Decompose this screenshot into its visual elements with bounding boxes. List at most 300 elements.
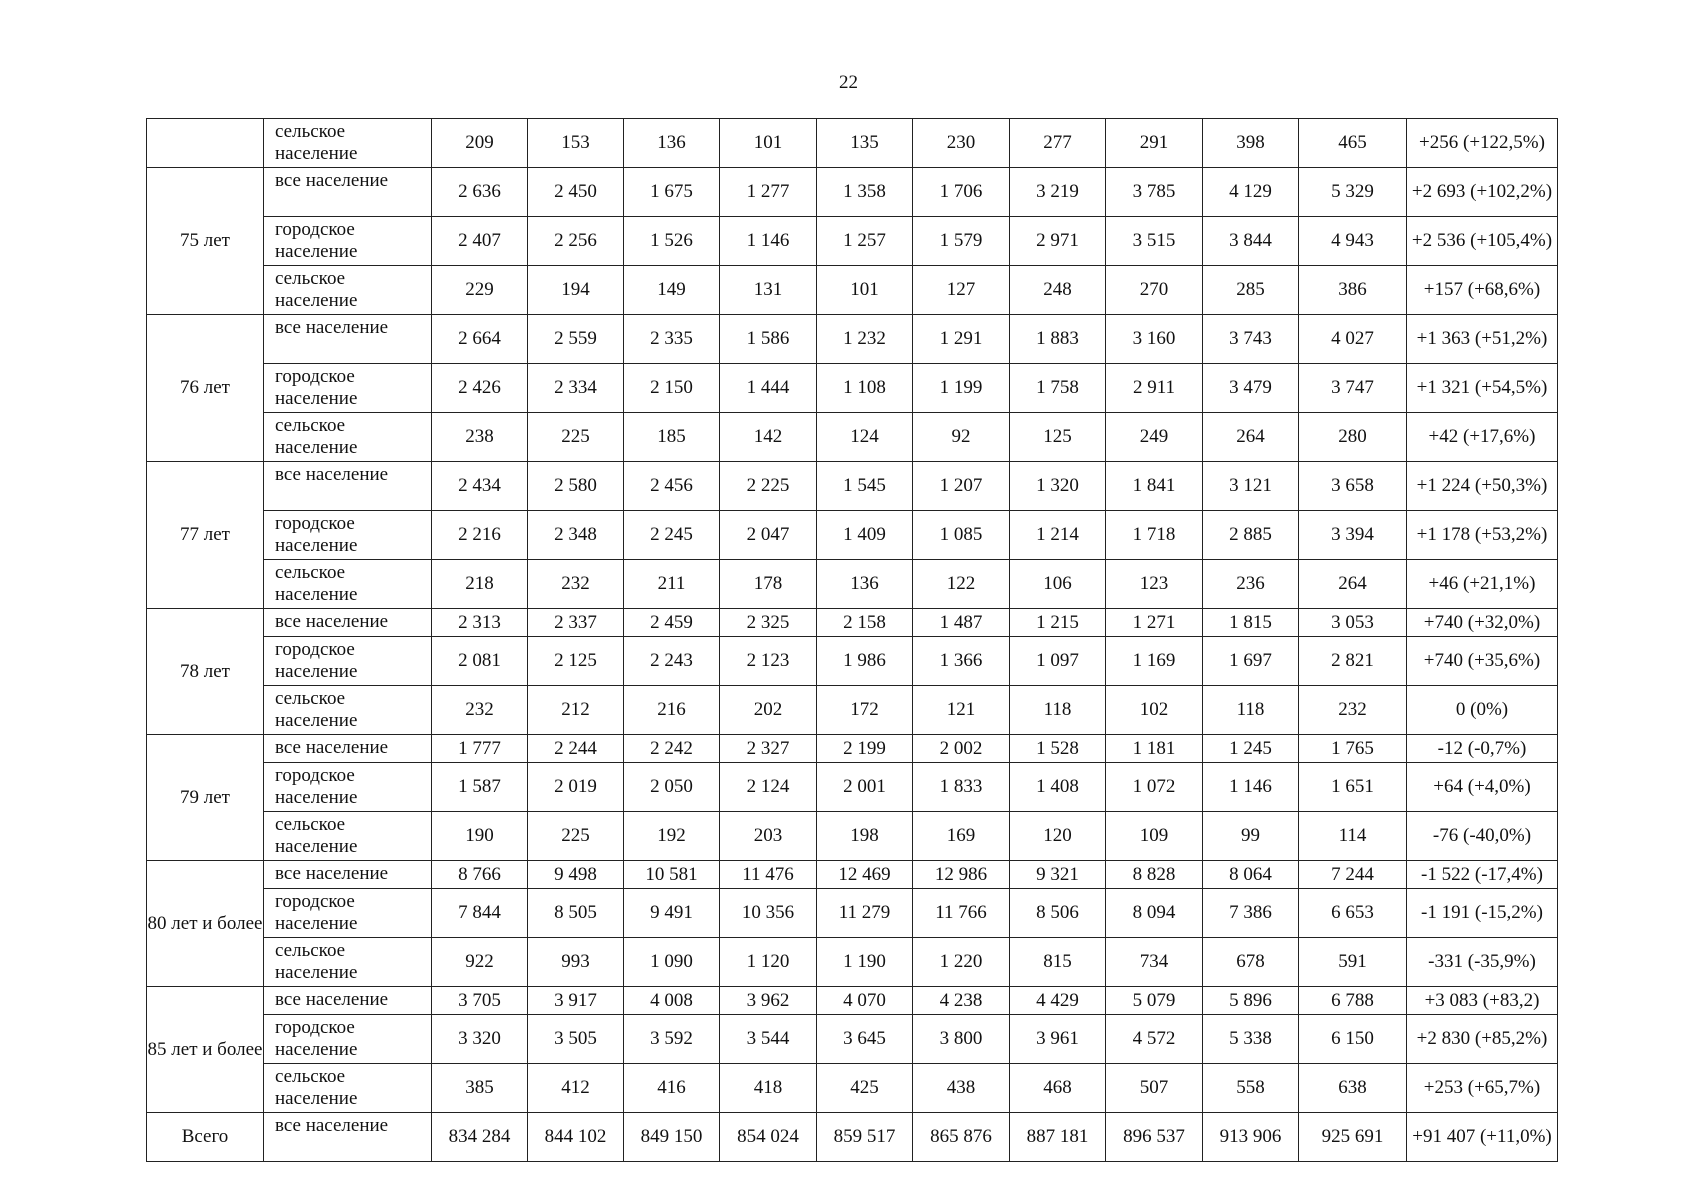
value-cell: 2 327: [720, 735, 817, 763]
value-cell: 1 409: [817, 511, 913, 560]
value-cell: 1 444: [720, 364, 817, 413]
change-cell: -12 (-0,7%): [1407, 735, 1558, 763]
value-cell: 2 325: [720, 609, 817, 637]
age-group-cell: 75 лет: [147, 168, 264, 315]
value-cell: 1 815: [1203, 609, 1299, 637]
value-cell: 109: [1106, 812, 1203, 861]
value-cell: 209: [432, 119, 528, 168]
value-cell: 2 225: [720, 462, 817, 511]
value-cell: 3 743: [1203, 315, 1299, 364]
table-row: [147, 735, 1558, 763]
value-cell: 2 885: [1203, 511, 1299, 560]
value-cell: 7 244: [1299, 861, 1407, 889]
value-cell: 4 572: [1106, 1015, 1203, 1064]
value-cell: 1 146: [1203, 763, 1299, 812]
value-cell: 1 072: [1106, 763, 1203, 812]
value-cell: 12 986: [913, 861, 1010, 889]
value-cell: 2 434: [432, 462, 528, 511]
value-cell: 203: [720, 812, 817, 861]
value-cell: 1 190: [817, 938, 913, 987]
value-cell: 2 081: [432, 637, 528, 686]
table-row: [147, 812, 1558, 861]
population-type-cell: городское население: [264, 1015, 432, 1064]
change-cell: +253 (+65,7%): [1407, 1064, 1558, 1113]
value-cell: 136: [817, 560, 913, 609]
value-cell: 7 844: [432, 889, 528, 938]
population-type-cell: сельское население: [264, 938, 432, 987]
value-cell: 225: [528, 812, 624, 861]
value-cell: 114: [1299, 812, 1407, 861]
value-cell: 887 181: [1010, 1113, 1106, 1162]
value-cell: 2 580: [528, 462, 624, 511]
value-cell: 225: [528, 413, 624, 462]
value-cell: 2 337: [528, 609, 624, 637]
change-cell: +1 321 (+54,5%): [1407, 364, 1558, 413]
table-row: [147, 609, 1558, 637]
table-row: [147, 637, 1558, 686]
value-cell: 2 001: [817, 763, 913, 812]
table-row: [147, 511, 1558, 560]
value-cell: 232: [1299, 686, 1407, 735]
value-cell: 3 917: [528, 987, 624, 1015]
value-cell: 5 079: [1106, 987, 1203, 1015]
value-cell: 1 097: [1010, 637, 1106, 686]
value-cell: 2 158: [817, 609, 913, 637]
value-cell: 9 491: [624, 889, 720, 938]
value-cell: 2 559: [528, 315, 624, 364]
value-cell: 416: [624, 1064, 720, 1113]
value-cell: 2 123: [720, 637, 817, 686]
value-cell: 2 256: [528, 217, 624, 266]
value-cell: 3 515: [1106, 217, 1203, 266]
value-cell: 10 581: [624, 861, 720, 889]
value-cell: 1 085: [913, 511, 1010, 560]
value-cell: 3 394: [1299, 511, 1407, 560]
value-cell: 2 407: [432, 217, 528, 266]
value-cell: 2 348: [528, 511, 624, 560]
change-cell: +3 083 (+83,2): [1407, 987, 1558, 1015]
value-cell: 3 844: [1203, 217, 1299, 266]
table-row: [147, 168, 1558, 217]
table-body: [147, 119, 1558, 1162]
value-cell: 1 169: [1106, 637, 1203, 686]
value-cell: 229: [432, 266, 528, 315]
value-cell: 264: [1299, 560, 1407, 609]
value-cell: 2 456: [624, 462, 720, 511]
value-cell: 1 146: [720, 217, 817, 266]
value-cell: 2 199: [817, 735, 913, 763]
value-cell: 922: [432, 938, 528, 987]
value-cell: 925 691: [1299, 1113, 1407, 1162]
value-cell: 198: [817, 812, 913, 861]
value-cell: 125: [1010, 413, 1106, 462]
value-cell: 92: [913, 413, 1010, 462]
value-cell: 412: [528, 1064, 624, 1113]
value-cell: 2 243: [624, 637, 720, 686]
table-row: [147, 763, 1558, 812]
value-cell: 2 664: [432, 315, 528, 364]
value-cell: 291: [1106, 119, 1203, 168]
value-cell: 844 102: [528, 1113, 624, 1162]
value-cell: 468: [1010, 1064, 1106, 1113]
value-cell: 993: [528, 938, 624, 987]
population-type-cell: сельское население: [264, 413, 432, 462]
value-cell: 1 833: [913, 763, 1010, 812]
value-cell: 99: [1203, 812, 1299, 861]
value-cell: 1 358: [817, 168, 913, 217]
value-cell: 1 758: [1010, 364, 1106, 413]
value-cell: 2 019: [528, 763, 624, 812]
value-cell: 232: [432, 686, 528, 735]
value-cell: 849 150: [624, 1113, 720, 1162]
value-cell: 398: [1203, 119, 1299, 168]
value-cell: 1 528: [1010, 735, 1106, 763]
value-cell: 591: [1299, 938, 1407, 987]
value-cell: 2 242: [624, 735, 720, 763]
value-cell: 5 896: [1203, 987, 1299, 1015]
value-cell: 1 232: [817, 315, 913, 364]
value-cell: 5 338: [1203, 1015, 1299, 1064]
table-row: [147, 1015, 1558, 1064]
value-cell: 7 386: [1203, 889, 1299, 938]
value-cell: 8 505: [528, 889, 624, 938]
value-cell: 3 053: [1299, 609, 1407, 637]
table-row: [147, 315, 1558, 364]
value-cell: 913 906: [1203, 1113, 1299, 1162]
value-cell: 2 426: [432, 364, 528, 413]
value-cell: 6 150: [1299, 1015, 1407, 1064]
value-cell: 3 160: [1106, 315, 1203, 364]
value-cell: 1 706: [913, 168, 1010, 217]
population-type-cell: все население: [264, 861, 432, 889]
change-cell: 0 (0%): [1407, 686, 1558, 735]
value-cell: 1 697: [1203, 637, 1299, 686]
value-cell: 8 766: [432, 861, 528, 889]
table-row: [147, 462, 1558, 511]
value-cell: 118: [1010, 686, 1106, 735]
value-cell: 815: [1010, 938, 1106, 987]
value-cell: 2 047: [720, 511, 817, 560]
table-row: [147, 560, 1558, 609]
age-group-cell: 77 лет: [147, 462, 264, 609]
value-cell: 558: [1203, 1064, 1299, 1113]
value-cell: 2 125: [528, 637, 624, 686]
value-cell: 101: [720, 119, 817, 168]
value-cell: 101: [817, 266, 913, 315]
value-cell: 1 120: [720, 938, 817, 987]
value-cell: 1 777: [432, 735, 528, 763]
change-cell: +256 (+122,5%): [1407, 119, 1558, 168]
value-cell: 1 320: [1010, 462, 1106, 511]
change-cell: +740 (+32,0%): [1407, 609, 1558, 637]
value-cell: 2 334: [528, 364, 624, 413]
age-group-cell: 80 лет и более: [147, 861, 264, 987]
table-row: [147, 938, 1558, 987]
value-cell: 834 284: [432, 1113, 528, 1162]
value-cell: 1 586: [720, 315, 817, 364]
population-type-cell: все население: [264, 609, 432, 637]
value-cell: 285: [1203, 266, 1299, 315]
value-cell: 136: [624, 119, 720, 168]
table-row: [147, 1113, 1558, 1162]
value-cell: 2 911: [1106, 364, 1203, 413]
value-cell: 854 024: [720, 1113, 817, 1162]
population-type-cell: городское население: [264, 637, 432, 686]
value-cell: 1 526: [624, 217, 720, 266]
population-type-cell: городское население: [264, 889, 432, 938]
value-cell: 3 658: [1299, 462, 1407, 511]
value-cell: 190: [432, 812, 528, 861]
value-cell: 1 277: [720, 168, 817, 217]
value-cell: 2 821: [1299, 637, 1407, 686]
value-cell: 1 257: [817, 217, 913, 266]
value-cell: 216: [624, 686, 720, 735]
value-cell: 102: [1106, 686, 1203, 735]
population-type-cell: городское население: [264, 511, 432, 560]
value-cell: 865 876: [913, 1113, 1010, 1162]
value-cell: 465: [1299, 119, 1407, 168]
value-cell: 280: [1299, 413, 1407, 462]
population-type-cell: сельское население: [264, 560, 432, 609]
age-group-cell: [147, 119, 264, 168]
value-cell: 248: [1010, 266, 1106, 315]
table-row: [147, 217, 1558, 266]
change-cell: -1 191 (-15,2%): [1407, 889, 1558, 938]
value-cell: 8 828: [1106, 861, 1203, 889]
change-cell: +64 (+4,0%): [1407, 763, 1558, 812]
value-cell: 6 653: [1299, 889, 1407, 938]
value-cell: 1 245: [1203, 735, 1299, 763]
value-cell: 264: [1203, 413, 1299, 462]
value-cell: 2 002: [913, 735, 1010, 763]
change-cell: +1 178 (+53,2%): [1407, 511, 1558, 560]
population-type-cell: все население: [264, 1113, 432, 1162]
value-cell: 1 651: [1299, 763, 1407, 812]
value-cell: 4 429: [1010, 987, 1106, 1015]
value-cell: 1 214: [1010, 511, 1106, 560]
change-cell: +1 224 (+50,3%): [1407, 462, 1558, 511]
population-type-cell: все население: [264, 462, 432, 511]
value-cell: 178: [720, 560, 817, 609]
value-cell: 120: [1010, 812, 1106, 861]
change-cell: +46 (+21,1%): [1407, 560, 1558, 609]
population-table: [146, 118, 1558, 1162]
value-cell: 142: [720, 413, 817, 462]
table-row: [147, 119, 1558, 168]
age-group-cell: 76 лет: [147, 315, 264, 462]
value-cell: 2 150: [624, 364, 720, 413]
value-cell: 230: [913, 119, 1010, 168]
table-row: [147, 413, 1558, 462]
value-cell: 218: [432, 560, 528, 609]
value-cell: 135: [817, 119, 913, 168]
value-cell: 9 498: [528, 861, 624, 889]
value-cell: 3 961: [1010, 1015, 1106, 1064]
change-cell: -1 522 (-17,4%): [1407, 861, 1558, 889]
change-cell: -331 (-35,9%): [1407, 938, 1558, 987]
population-type-cell: городское население: [264, 364, 432, 413]
population-type-cell: все население: [264, 987, 432, 1015]
value-cell: 1 291: [913, 315, 1010, 364]
population-type-cell: городское население: [264, 763, 432, 812]
population-type-cell: все население: [264, 168, 432, 217]
value-cell: 9 321: [1010, 861, 1106, 889]
value-cell: 3 785: [1106, 168, 1203, 217]
value-cell: 236: [1203, 560, 1299, 609]
value-cell: 12 469: [817, 861, 913, 889]
value-cell: 3 505: [528, 1015, 624, 1064]
value-cell: 2 124: [720, 763, 817, 812]
value-cell: 6 788: [1299, 987, 1407, 1015]
value-cell: 386: [1299, 266, 1407, 315]
value-cell: 192: [624, 812, 720, 861]
value-cell: 8 506: [1010, 889, 1106, 938]
change-cell: +91 407 (+11,0%): [1407, 1113, 1558, 1162]
value-cell: 1 408: [1010, 763, 1106, 812]
value-cell: 3 121: [1203, 462, 1299, 511]
value-cell: 3 219: [1010, 168, 1106, 217]
table-row: [147, 987, 1558, 1015]
value-cell: 202: [720, 686, 817, 735]
value-cell: 11 279: [817, 889, 913, 938]
value-cell: 418: [720, 1064, 817, 1113]
value-cell: 232: [528, 560, 624, 609]
value-cell: 3 645: [817, 1015, 913, 1064]
value-cell: 1 090: [624, 938, 720, 987]
value-cell: 11 476: [720, 861, 817, 889]
value-cell: 3 544: [720, 1015, 817, 1064]
age-group-cell: 85 лет и более: [147, 987, 264, 1113]
change-cell: +1 363 (+51,2%): [1407, 315, 1558, 364]
value-cell: 1 207: [913, 462, 1010, 511]
change-cell: +2 830 (+85,2%): [1407, 1015, 1558, 1064]
value-cell: 1 366: [913, 637, 1010, 686]
age-group-cell: 79 лет: [147, 735, 264, 861]
value-cell: 2 050: [624, 763, 720, 812]
value-cell: 3 800: [913, 1015, 1010, 1064]
value-cell: 4 008: [624, 987, 720, 1015]
value-cell: 3 747: [1299, 364, 1407, 413]
value-cell: 1 841: [1106, 462, 1203, 511]
change-cell: +2 536 (+105,4%): [1407, 217, 1558, 266]
value-cell: 4 070: [817, 987, 913, 1015]
population-type-cell: сельское население: [264, 266, 432, 315]
table-row: [147, 364, 1558, 413]
value-cell: 1 718: [1106, 511, 1203, 560]
value-cell: 1 765: [1299, 735, 1407, 763]
value-cell: 638: [1299, 1064, 1407, 1113]
value-cell: 149: [624, 266, 720, 315]
value-cell: 127: [913, 266, 1010, 315]
age-group-cell: 78 лет: [147, 609, 264, 735]
page-number: 22: [839, 72, 858, 93]
table-row: [147, 889, 1558, 938]
value-cell: 1 215: [1010, 609, 1106, 637]
value-cell: 438: [913, 1064, 1010, 1113]
age-group-cell: Всего: [147, 1113, 264, 1162]
value-cell: 2 244: [528, 735, 624, 763]
value-cell: 4 943: [1299, 217, 1407, 266]
value-cell: 1 986: [817, 637, 913, 686]
value-cell: 122: [913, 560, 1010, 609]
value-cell: 238: [432, 413, 528, 462]
value-cell: 3 592: [624, 1015, 720, 1064]
value-cell: 10 356: [720, 889, 817, 938]
value-cell: 2 245: [624, 511, 720, 560]
value-cell: 212: [528, 686, 624, 735]
value-cell: 385: [432, 1064, 528, 1113]
value-cell: 106: [1010, 560, 1106, 609]
value-cell: 1 199: [913, 364, 1010, 413]
value-cell: 4 129: [1203, 168, 1299, 217]
change-cell: +42 (+17,6%): [1407, 413, 1558, 462]
value-cell: 425: [817, 1064, 913, 1113]
population-type-cell: сельское население: [264, 119, 432, 168]
value-cell: 194: [528, 266, 624, 315]
value-cell: 124: [817, 413, 913, 462]
value-cell: 1 271: [1106, 609, 1203, 637]
value-cell: 1 883: [1010, 315, 1106, 364]
change-cell: +157 (+68,6%): [1407, 266, 1558, 315]
value-cell: 2 971: [1010, 217, 1106, 266]
value-cell: 1 220: [913, 938, 1010, 987]
value-cell: 11 766: [913, 889, 1010, 938]
population-type-cell: все население: [264, 315, 432, 364]
change-cell: +740 (+35,6%): [1407, 637, 1558, 686]
table-row: [147, 686, 1558, 735]
value-cell: 678: [1203, 938, 1299, 987]
value-cell: 211: [624, 560, 720, 609]
value-cell: 172: [817, 686, 913, 735]
value-cell: 2 335: [624, 315, 720, 364]
value-cell: 2 636: [432, 168, 528, 217]
value-cell: 123: [1106, 560, 1203, 609]
value-cell: 4 238: [913, 987, 1010, 1015]
value-cell: 3 962: [720, 987, 817, 1015]
value-cell: 896 537: [1106, 1113, 1203, 1162]
value-cell: 131: [720, 266, 817, 315]
population-type-cell: сельское население: [264, 812, 432, 861]
change-cell: -76 (-40,0%): [1407, 812, 1558, 861]
value-cell: 1 181: [1106, 735, 1203, 763]
table-row: [147, 1064, 1558, 1113]
table-row: [147, 266, 1558, 315]
population-type-cell: сельское население: [264, 686, 432, 735]
value-cell: 3 705: [432, 987, 528, 1015]
table-row: [147, 861, 1558, 889]
value-cell: 185: [624, 413, 720, 462]
value-cell: 2 313: [432, 609, 528, 637]
value-cell: 3 479: [1203, 364, 1299, 413]
value-cell: 277: [1010, 119, 1106, 168]
value-cell: 249: [1106, 413, 1203, 462]
value-cell: 1 579: [913, 217, 1010, 266]
value-cell: 1 108: [817, 364, 913, 413]
population-type-cell: городское население: [264, 217, 432, 266]
value-cell: 169: [913, 812, 1010, 861]
value-cell: 2 450: [528, 168, 624, 217]
value-cell: 3 320: [432, 1015, 528, 1064]
value-cell: 8 064: [1203, 861, 1299, 889]
value-cell: 2 459: [624, 609, 720, 637]
value-cell: 1 587: [432, 763, 528, 812]
change-cell: +2 693 (+102,2%): [1407, 168, 1558, 217]
value-cell: 1 487: [913, 609, 1010, 637]
value-cell: 8 094: [1106, 889, 1203, 938]
value-cell: 118: [1203, 686, 1299, 735]
population-type-cell: сельское население: [264, 1064, 432, 1113]
value-cell: 734: [1106, 938, 1203, 987]
